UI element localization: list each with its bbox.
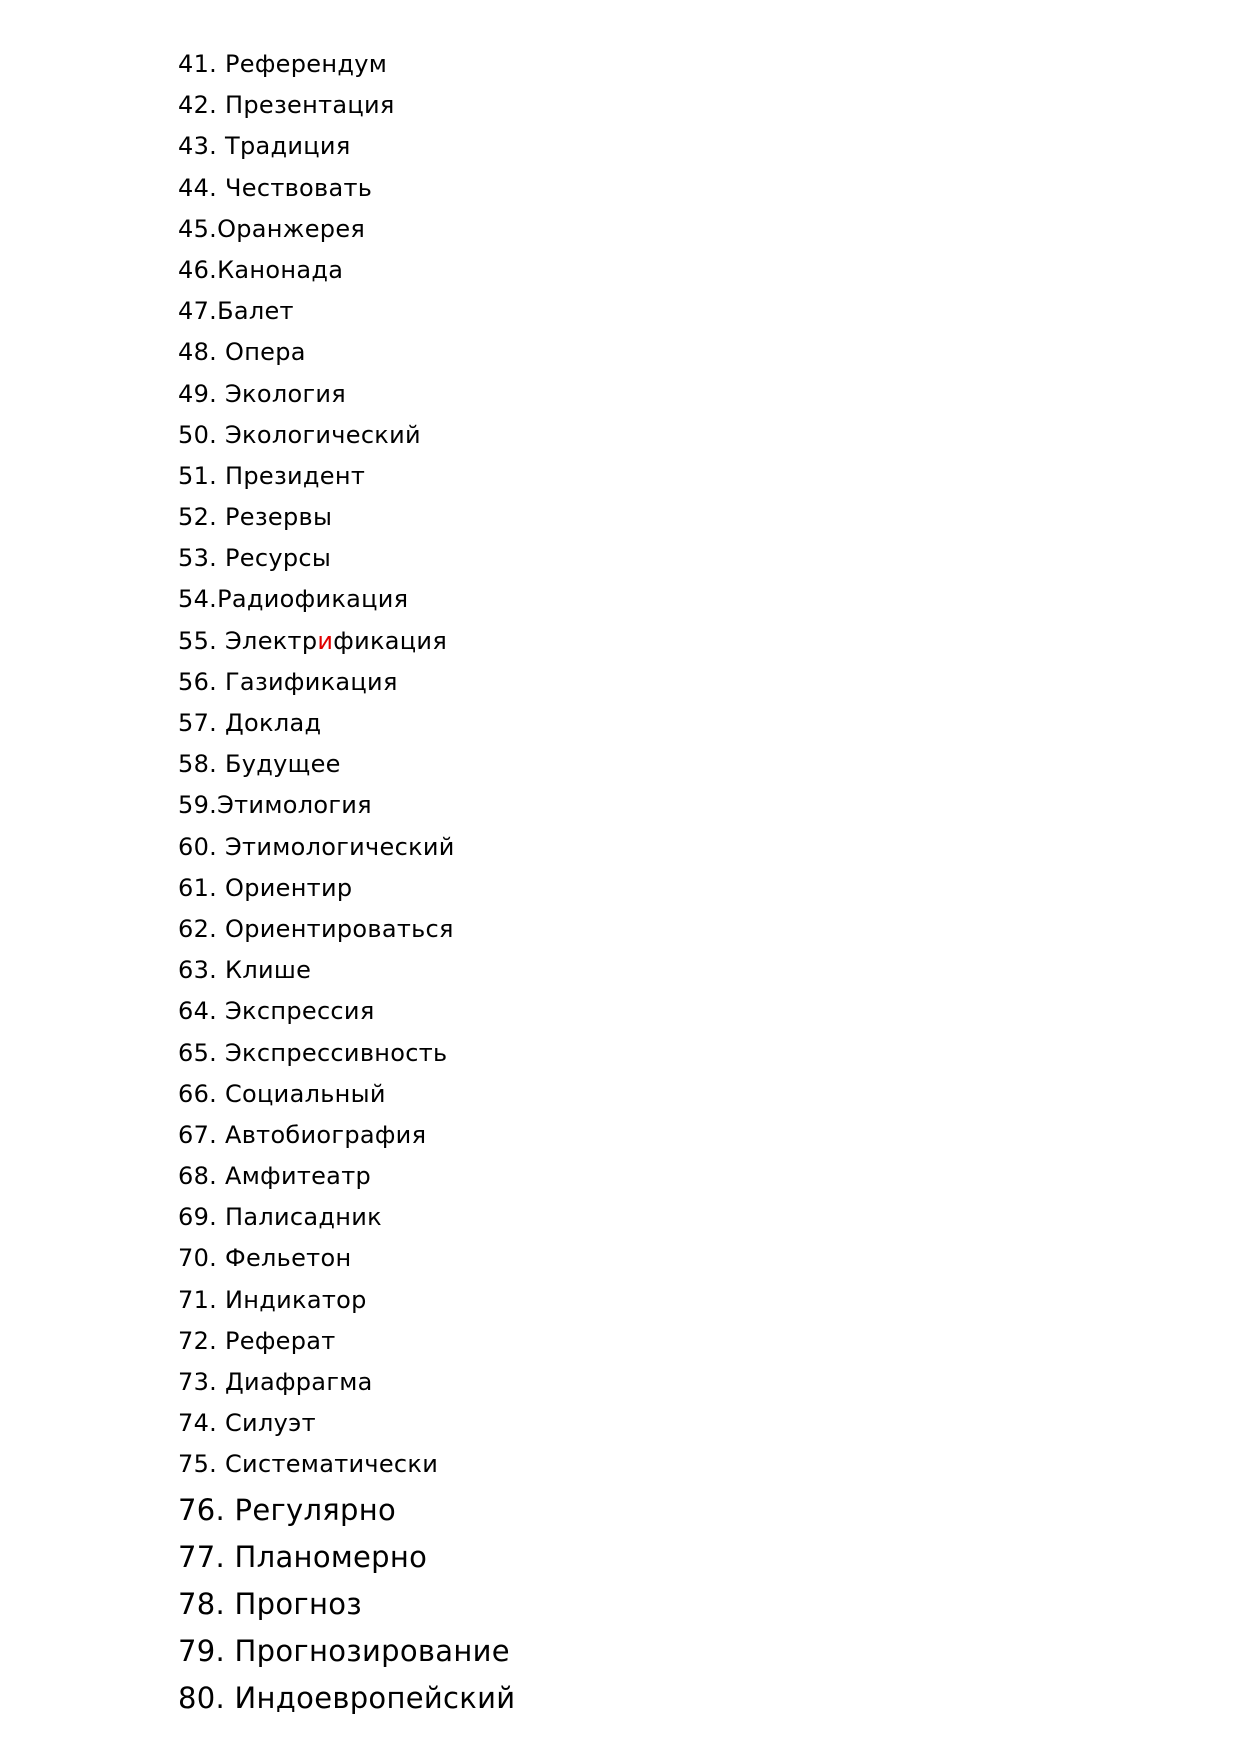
- stress-highlight-letter: и: [317, 626, 334, 655]
- list-item: [178, 1581, 515, 1628]
- item-number: 47.: [178, 297, 218, 326]
- list-item: [178, 538, 515, 579]
- list-item: [178, 703, 515, 744]
- list-item: [178, 621, 515, 662]
- list-item: [178, 1487, 515, 1534]
- item-word: Экспрессивность: [225, 1038, 448, 1067]
- list-item: [178, 785, 515, 826]
- item-word: Презентация: [225, 91, 395, 120]
- item-word: Клише: [225, 956, 312, 985]
- list-item: [178, 662, 515, 703]
- item-number: 64.: [178, 997, 225, 1026]
- item-word: Палисадник: [225, 1203, 382, 1232]
- item-word: Социальный: [225, 1079, 386, 1108]
- item-word: Традиция: [225, 132, 351, 161]
- list-item: [178, 950, 515, 991]
- item-number: 71.: [178, 1285, 225, 1314]
- list-item: [178, 209, 515, 250]
- item-word: Планомерно: [234, 1539, 428, 1574]
- list-item: [178, 374, 515, 415]
- item-number: 68.: [178, 1162, 225, 1191]
- item-number: 77.: [178, 1539, 235, 1574]
- item-number: 66.: [178, 1079, 225, 1108]
- item-number: 50.: [178, 420, 225, 449]
- list-item: [178, 579, 515, 620]
- list-item: [178, 250, 515, 291]
- item-word: Индоевропейский: [234, 1681, 516, 1716]
- item-word: Экология: [225, 379, 347, 408]
- list-item: [178, 1628, 515, 1675]
- item-number: 67.: [178, 1120, 225, 1149]
- item-number: 70.: [178, 1244, 225, 1273]
- list-item: [178, 85, 515, 126]
- list-item: [178, 44, 515, 85]
- item-number: 48.: [178, 338, 225, 367]
- list-item: [178, 1156, 515, 1197]
- item-word: Этимологический: [225, 832, 455, 861]
- item-word: Доклад: [225, 709, 322, 737]
- item-number: 51.: [178, 461, 225, 490]
- item-number: 61.: [178, 873, 225, 902]
- list-item: [178, 1238, 515, 1279]
- item-number: 74.: [178, 1409, 225, 1438]
- item-number: 79.: [178, 1634, 235, 1669]
- item-word: Президент: [225, 461, 366, 490]
- list-item: [178, 497, 515, 538]
- item-number: 56.: [178, 667, 225, 696]
- item-word: Реферат: [225, 1326, 336, 1355]
- item-number: 42.: [178, 91, 225, 120]
- item-word: Резервы: [225, 503, 333, 532]
- item-word: Оранжерея: [217, 214, 366, 243]
- item-number: 55.: [178, 626, 225, 655]
- item-word: Ориентироваться: [225, 914, 454, 943]
- item-word: Систематически: [225, 1450, 439, 1479]
- list-item: [178, 456, 515, 497]
- list-item: [178, 291, 515, 332]
- list-item: [178, 1074, 515, 1115]
- list-item: [178, 1362, 515, 1403]
- item-word-start: Электр: [225, 626, 318, 655]
- item-number: 52.: [178, 503, 225, 532]
- item-number: 41.: [178, 50, 225, 78]
- list-item: [178, 1115, 515, 1156]
- item-word: Опера: [225, 338, 306, 367]
- item-word: Экологический: [225, 420, 421, 449]
- item-number: 65.: [178, 1038, 225, 1067]
- item-word: Амфитеатр: [225, 1162, 372, 1191]
- item-number: 45.: [178, 214, 218, 243]
- list-item: [178, 1534, 515, 1581]
- list-item: [178, 126, 515, 167]
- item-number: 69.: [178, 1203, 225, 1232]
- item-word: Референдум: [225, 50, 388, 78]
- item-number: 46.: [178, 255, 218, 284]
- list-item: [178, 868, 515, 909]
- item-word: Регулярно: [234, 1492, 397, 1527]
- item-number: 75.: [178, 1450, 225, 1479]
- item-word: Фельетон: [225, 1244, 352, 1273]
- item-word: Этимология: [217, 791, 372, 820]
- item-word: Ориентир: [225, 873, 353, 902]
- item-number: 80.: [178, 1681, 235, 1716]
- item-word: Диафрагма: [225, 1368, 373, 1396]
- item-word: Газификация: [225, 667, 398, 696]
- item-word: Радиофикация: [217, 585, 409, 614]
- item-word: Экспрессия: [225, 997, 375, 1026]
- list-item: [178, 1033, 515, 1074]
- list-item: [178, 1403, 515, 1444]
- list-item: [178, 1280, 515, 1321]
- item-number: 73.: [178, 1368, 225, 1396]
- item-word: Будущее: [225, 750, 341, 779]
- item-word: Прогноз: [234, 1586, 362, 1621]
- item-word: Прогнозирование: [234, 1634, 510, 1669]
- item-word: Канонада: [217, 255, 344, 284]
- item-number: 49.: [178, 379, 225, 408]
- list-item: [178, 744, 515, 785]
- item-word: Автобиография: [225, 1120, 427, 1149]
- item-number: 78.: [178, 1586, 235, 1621]
- list-item: [178, 1675, 515, 1722]
- list-item: [178, 1197, 515, 1238]
- list-item: [178, 991, 515, 1032]
- list-item: [178, 332, 515, 373]
- item-number: 58.: [178, 750, 225, 779]
- item-number: 62.: [178, 914, 225, 943]
- item-word: Ресурсы: [225, 544, 332, 573]
- word-list: [178, 44, 515, 1723]
- item-number: 53.: [178, 544, 225, 573]
- item-word: Балет: [217, 297, 294, 326]
- item-number: 59.: [178, 791, 218, 820]
- item-number: 72.: [178, 1326, 225, 1355]
- list-item: [178, 1444, 515, 1485]
- item-number: 44.: [178, 173, 225, 202]
- list-item: [178, 909, 515, 950]
- item-number: 54.: [178, 585, 218, 614]
- item-number: 76.: [178, 1492, 235, 1527]
- list-item: [178, 827, 515, 868]
- item-word-end: фикация: [333, 626, 448, 655]
- item-word: Силуэт: [225, 1409, 316, 1438]
- item-number: 57.: [178, 709, 225, 737]
- item-number: 43.: [178, 132, 225, 161]
- item-word: Индикатор: [225, 1285, 367, 1314]
- list-item: [178, 168, 515, 209]
- item-number: 63.: [178, 956, 225, 985]
- list-item: [178, 415, 515, 456]
- list-item: [178, 1321, 515, 1362]
- item-word: Чествовать: [225, 173, 373, 202]
- item-number: 60.: [178, 832, 225, 861]
